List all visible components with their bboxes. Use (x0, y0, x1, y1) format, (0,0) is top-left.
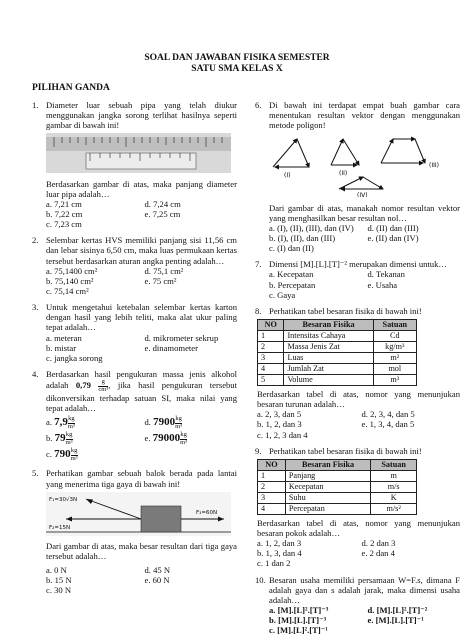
answer-options (46, 565, 237, 595)
label-iv: (IV) (357, 192, 368, 198)
option-b[interactable]: b. 1, 2, dan 3 (257, 419, 302, 430)
option-d[interactable]: d. 7,24 cm (144, 198, 181, 209)
label-ii: (II) (339, 170, 348, 178)
option-e[interactable]: e. (II) dan (IV) (367, 232, 419, 243)
question-text (46, 369, 237, 413)
doc-title-line2: SATU SMA KELAS X (191, 64, 283, 74)
option-b[interactable]: b. 15 N (46, 575, 72, 586)
question-6 (255, 100, 460, 253)
question-3 (32, 302, 237, 363)
answer-options (257, 409, 460, 439)
doc-title-line1: SOAL DAN JAWABAN FISIKA SEMESTER (144, 53, 330, 63)
option-a[interactable]: a. 1, 2, dan 3 (257, 538, 302, 549)
option-b[interactable]: b. [M].[L].[T]⁻³ (269, 615, 327, 626)
question-9 (255, 446, 460, 569)
option-c[interactable]: c. 790 $\frac{kg}{\text{m³}}$ (46, 447, 78, 462)
question-10 (255, 575, 460, 636)
force-label-f3: F₃=60N (196, 509, 218, 516)
option-a[interactable]: a. Kecepatan (269, 269, 314, 280)
option-b[interactable]: b. 7,22 cm (46, 208, 83, 219)
question-text: Dimensi [M].[L].[T]⁻² merupakan dimensi untuk… (269, 259, 447, 270)
question-text: Perhatikan tabel besaran fisika di bawah ini! (269, 305, 422, 316)
question-number: 3. (32, 302, 39, 313)
question-followup: Dari gambar di atas, manakah nomor resultan vektor yang menghasilkan besar resultan nol… (269, 202, 460, 223)
table-row: 1 Intensitas Cahaya Cd (258, 330, 417, 341)
answer-options (46, 333, 237, 363)
table-header: NO (258, 459, 286, 470)
option-e[interactable]: e. dinamometer (144, 342, 198, 353)
option-b[interactable]: b. Percepatan (269, 279, 316, 290)
question-2 (32, 235, 237, 296)
question-number: 9. (255, 445, 262, 456)
question-number: 2. (32, 235, 39, 246)
question-text-part1: Berdasarkan hasil pengukuran massa jenis alkohol adalah (46, 368, 237, 391)
option-c[interactable]: c. 30 N (46, 585, 72, 596)
question-number: 4. (32, 368, 39, 379)
quantity-table-8 (257, 319, 417, 386)
option-c[interactable]: c. 75,14 cm² (46, 285, 89, 296)
table-row: 3 Luas m² (258, 352, 417, 363)
option-a[interactable]: a. 0 N (46, 565, 67, 576)
force-label-f2: F₂=15N (49, 524, 71, 531)
question-text: Perhatikan gambar sebuah balok berada pada lantai yang menerima tiga gaya di bawah ini! (46, 468, 237, 489)
question-number: 5. (32, 468, 39, 479)
option-e[interactable]: e. Usaha (367, 279, 398, 290)
vector-polygon-figure (269, 133, 460, 199)
unit-denominator: cm³ (98, 385, 109, 393)
option-e[interactable]: e. 75 cm² (144, 275, 177, 286)
option-c[interactable]: c. 7,23 cm (46, 219, 82, 230)
caliper-figure (46, 133, 237, 175)
table-header: Satuan (373, 319, 416, 330)
left-column (32, 100, 237, 602)
option-d[interactable]: d. mikrometer sekrup (144, 332, 219, 343)
unit-numerator: g (101, 378, 105, 386)
option-e[interactable]: e. 60 N (144, 575, 170, 586)
answer-options (269, 269, 460, 299)
option-d[interactable]: d. 7900 $\frac{kg}{\text{m³}}$ (144, 415, 183, 430)
table-row: 3 Suhu K (258, 492, 417, 503)
table-row: 4 Percepatan m/s² (258, 503, 417, 514)
option-a[interactable]: a. 2, 3, dan 5 (257, 409, 302, 420)
option-d[interactable]: d. 2 dan 3 (361, 538, 396, 549)
question-followup: Dari gambar di atas, maka besar resultan dari tiga gaya tersebut adalah… (46, 540, 237, 562)
option-e[interactable]: e. 1, 3, 4, dan 5 (361, 419, 415, 430)
option-a[interactable]: a. 7,21 cm (46, 198, 82, 209)
option-c[interactable]: c. (I) dan (II) (269, 243, 314, 254)
question-number: 6. (255, 100, 262, 110)
answer-options (46, 199, 237, 229)
question-followup: Berdasarkan gambar di atas, maka panjang diameter luar pipa adalah… (46, 178, 237, 199)
question-followup: Berdasarkan tabel di atas, nomor yang menunjukan besaran pokok adalah… (257, 517, 460, 538)
block-diagram (46, 492, 231, 536)
option-c[interactable]: c. 1, 2, 3 dan 4 (257, 429, 308, 440)
question-text: Perhatikan tabel besaran fisika di bawah ini! (269, 445, 422, 456)
answer-options (46, 266, 237, 296)
label-i: (I) (284, 172, 291, 180)
table-row: 4 Jumlah Zat mol (258, 363, 417, 374)
question-text: Selembar kertas HVS memiliki panjang sisi 11,56 cm dan lebar sisinya 6,50 cm, maka luas permukaan kertas tersebut berdasarkan aturan angka penting adalah… (46, 235, 237, 266)
density-unit (98, 379, 108, 393)
question-number: 10. (255, 574, 266, 585)
option-a[interactable]: a. meteran (46, 332, 82, 343)
right-column (255, 100, 460, 641)
table-row: 2 Massa Jenis Zat kg/m³ (258, 341, 417, 352)
option-d[interactable]: d. [M].[L]².[T]⁻² (367, 604, 428, 615)
table-row: 5 Volume m³ (258, 374, 417, 385)
vector-diagrams (269, 133, 459, 197)
question-4 (32, 369, 237, 463)
question-followup: Berdasarkan tabel di atas, nomor yang menunjukan besaran turunan adalah… (257, 388, 460, 410)
table-header: Besaran Fisika (285, 459, 370, 470)
question-7 (255, 259, 460, 300)
force-label-f1: F₁=30√3N (49, 496, 78, 503)
question-number: 7. (255, 259, 262, 270)
question-number: 1. (32, 100, 39, 110)
option-d[interactable]: d. (II) dan (III) (367, 222, 419, 233)
density-value: 0,79 (75, 380, 91, 391)
block-forces-figure (46, 492, 237, 538)
option-d[interactable]: d. Tekanan (367, 269, 405, 280)
option-e[interactable]: e. 79000 $\frac{kg}{\text{m³}}$ (144, 431, 188, 446)
option-b[interactable]: b. 75,140 cm² (46, 275, 94, 286)
section-title: PILIHAN GANDA (32, 83, 110, 93)
question-8 (255, 306, 460, 440)
option-a[interactable]: a. (I), (II), (III), dan (IV) (269, 222, 354, 233)
table-header: Satuan (371, 459, 417, 470)
answer-options (269, 605, 460, 635)
option-d[interactable]: d. 45 N (144, 565, 171, 576)
question-text: Di bawah ini terdapat empat buah gambar cara menentukan resultan vektor dengan menggunakan metode poligon! (269, 100, 460, 131)
option-e[interactable]: e. 7,25 cm (144, 208, 181, 219)
answer-options (46, 416, 237, 462)
quantity-table-9 (257, 459, 417, 515)
answer-options (257, 538, 460, 568)
option-b[interactable]: b. 79 $\frac{kg}{\text{m³}}$ (46, 431, 73, 446)
question-text: Besaran usaha memiliki persamaan W=F.s, dimana F adalah gaya dan s adalah jarak, maka dimensi usaha adalah… (269, 574, 460, 605)
option-c[interactable]: c. jangka sorong (46, 352, 103, 363)
question-number: 8. (255, 305, 262, 316)
question-text-part2: , jika hasil pengukuran tersebut dikonversikan terhadap satuan SI, maka nilai yang tepat adalah… (46, 380, 237, 414)
question-text: Diameter luar sebuah pipa yang telah diukur menggunakan jangka sorong terlihat hasilnya seperti gambar di bawah ini! (46, 100, 237, 131)
question-1 (32, 100, 237, 229)
option-a[interactable]: a. 7,9 $\frac{kg}{\text{m³}}$ (46, 415, 75, 430)
option-a[interactable]: a. 75,1400 cm² (46, 265, 98, 276)
table-row: 2 Kecepatan m/s (258, 481, 417, 492)
option-a[interactable]: a. [M].[L]².[T]⁻³ (269, 604, 329, 615)
question-text: Untuk mengetahui ketebalan selembar kertas karton dengan hasil yang lebih teliti, maka alat ukur paling tepat adalah… (46, 302, 237, 333)
label-iii: (III) (429, 162, 439, 170)
option-c[interactable]: c. Gaya (269, 289, 296, 300)
option-b[interactable]: b. 1, 3, dan 4 (257, 548, 302, 559)
option-b[interactable]: b. mistar (46, 342, 77, 353)
option-d[interactable]: d. 75,1 cm² (144, 265, 184, 276)
table-row: 1 Panjang m (258, 470, 417, 481)
option-d[interactable]: d. 2, 3, 4, dan 5 (361, 409, 415, 420)
table-header: NO (258, 319, 284, 330)
table-header: Besaran Fisika (284, 319, 373, 330)
option-e[interactable]: e. 2 dan 4 (361, 548, 395, 559)
option-c[interactable]: c. 1 dan 2 (257, 558, 291, 569)
option-e[interactable]: e. [M].[L].[T]⁻¹ (367, 615, 424, 626)
option-c[interactable]: c. [M].[L]².[T]⁻¹ (269, 625, 328, 636)
question-5 (32, 468, 237, 595)
caliper-image (46, 133, 231, 173)
option-b[interactable]: b. (I), (II), dan (III) (269, 232, 336, 243)
answer-options (269, 223, 460, 253)
